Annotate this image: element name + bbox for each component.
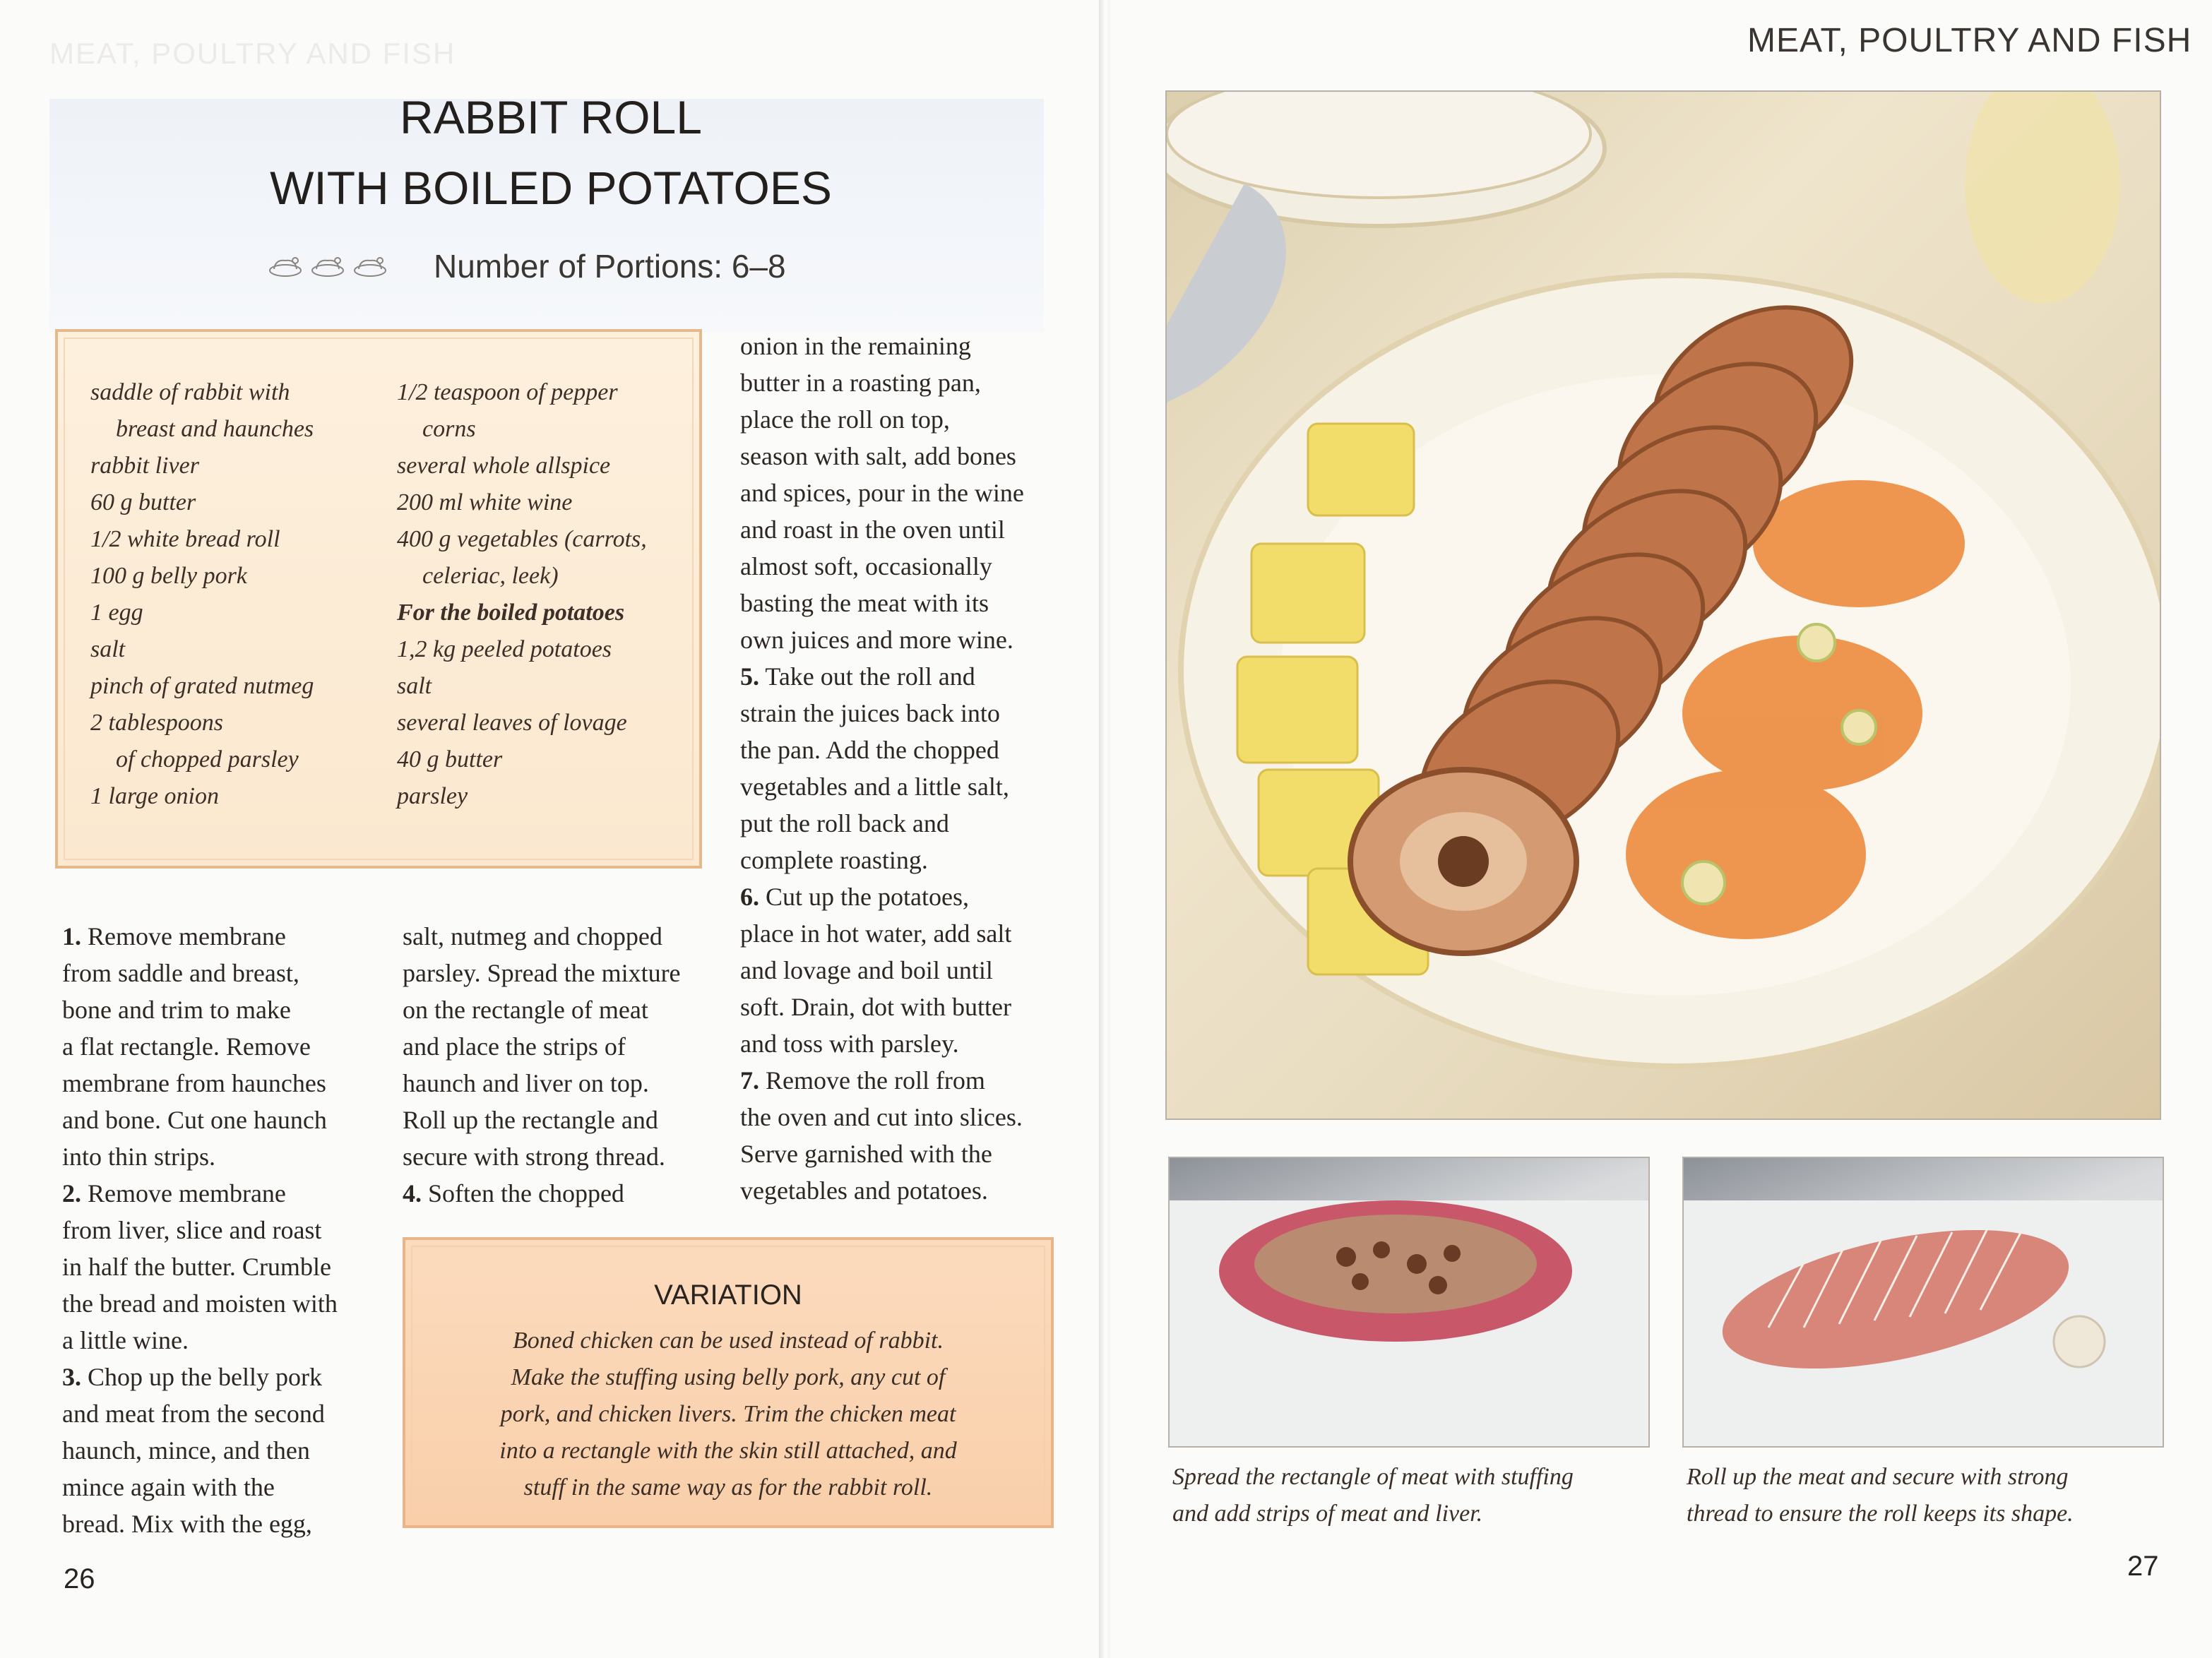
ingredients-column-2 <box>397 374 694 815</box>
method-column-2 <box>403 918 713 1212</box>
method-line: Serve garnished with the <box>740 1140 992 1168</box>
method-line: 3. Chop up the belly pork <box>62 1363 322 1391</box>
variation-box <box>403 1237 1054 1528</box>
caption-line: Roll up the meat and secure with strong <box>1687 1464 2069 1490</box>
ingredients-column-1 <box>90 374 387 815</box>
method-line: mince again with the <box>62 1473 275 1501</box>
ingredient-line: corns <box>422 416 476 442</box>
ingredient-line: pinch of grated nutmeg <box>90 673 314 699</box>
method-line: and meat from the second <box>62 1400 325 1428</box>
ingredient-line: 400 g vegetables (carrots, <box>397 526 647 552</box>
method-line: almost soft, occasionally <box>740 552 992 580</box>
method-line: and spices, pour in the wine <box>740 479 1024 507</box>
method-line: place the roll on top, <box>740 405 950 434</box>
portions-text: Number of Portions: 6–8 <box>434 248 786 285</box>
ingredient-line: saddle of rabbit with <box>90 379 290 405</box>
method-line: 2. Remove membrane <box>62 1179 286 1207</box>
method-line: Roll up the rectangle and <box>403 1106 658 1134</box>
method-line: in half the butter. Crumble <box>62 1253 331 1281</box>
variation-line: into a rectangle with the skin still attached, and <box>499 1438 957 1464</box>
method-line: soft. Drain, dot with butter <box>740 993 1011 1021</box>
ingredient-line: 60 g butter <box>90 489 196 515</box>
tied-roll-illustration <box>1684 1158 2163 1446</box>
method-line: parsley. Spread the mixture <box>403 959 681 987</box>
method-line: butter in a roasting pan, <box>740 369 981 397</box>
method-line: own juices and more wine. <box>740 626 1013 654</box>
ingredient-line: 1 large onion <box>90 783 219 809</box>
method-line: 7. Remove the roll from <box>740 1066 985 1095</box>
variation-line: Boned chicken can be used instead of rabbit. <box>513 1328 944 1354</box>
ingredient-line: 1/2 white bread roll <box>90 526 280 552</box>
method-line: strain the juices back into <box>740 699 1000 727</box>
method-line: secure with strong thread. <box>403 1143 665 1171</box>
chef-hat-icon <box>267 255 304 278</box>
method-line: vegetables and potatoes. <box>740 1176 988 1205</box>
recipe-title-line1: RABBIT ROLL <box>400 91 702 143</box>
method-line: 1. Remove membrane <box>62 922 286 950</box>
variation-line: pork, and chicken livers. Trim the chicken meat <box>500 1401 956 1427</box>
left-page <box>0 0 1102 1658</box>
method-line: and roast in the oven until <box>740 515 1005 544</box>
method-line: into thin strips. <box>62 1143 216 1171</box>
method-line: and toss with parsley. <box>740 1030 959 1058</box>
method-line: the oven and cut into slices. <box>740 1103 1023 1131</box>
variation-line: stuff in the same way as for the rabbit roll. <box>523 1474 933 1501</box>
page-number-left: 26 <box>64 1563 95 1594</box>
method-line: haunch, mince, and then <box>62 1436 310 1465</box>
method-line: place in hot water, add salt <box>740 919 1012 948</box>
portions-row <box>267 247 786 285</box>
ingredient-line: several leaves of lovage <box>397 710 627 736</box>
ingredient-line: parsley <box>397 783 468 809</box>
method-line: vegetables and a little salt, <box>740 773 1009 801</box>
recipe-title-line2: WITH BOILED POTATOES <box>270 162 832 214</box>
method-line: complete roasting. <box>740 846 928 874</box>
ingredient-line: 100 g belly pork <box>90 563 247 589</box>
method-line: and bone. Cut one haunch <box>62 1106 327 1134</box>
rabbit-roll-photo <box>1165 90 2161 1120</box>
method-line: 4. Soften the chopped <box>403 1179 624 1207</box>
method-line: bread. Mix with the egg, <box>62 1510 312 1538</box>
ingredient-line: 1 egg <box>90 600 143 626</box>
method-line: the bread and moisten with <box>62 1289 338 1318</box>
ingredient-line: 40 g butter <box>397 746 503 773</box>
ghost-header: MEAT, POULTRY AND FISH <box>49 37 456 70</box>
method-line: salt, nutmeg and chopped <box>403 922 662 950</box>
stuffing-illustration <box>1170 1158 1648 1446</box>
caption-rolling <box>1687 1459 2167 1532</box>
caption-stuffing <box>1172 1459 1653 1532</box>
caption-line: Spread the rectangle of meat with stuffing <box>1172 1464 1574 1490</box>
ingredient-line: 1/2 teaspoon of pepper <box>397 379 618 405</box>
method-line: bone and trim to make <box>62 996 291 1024</box>
chef-hat-icon <box>352 255 388 278</box>
method-line: membrane from haunches <box>62 1069 326 1097</box>
caption-line: thread to ensure the roll keeps its shape. <box>1687 1501 2074 1527</box>
page-number-right: 27 <box>2127 1551 2159 1582</box>
ingredient-line: several whole allspice <box>397 453 611 479</box>
method-line: onion in the remaining <box>740 332 971 360</box>
method-line: 5. Take out the roll and <box>740 662 975 691</box>
ingredient-line: salt <box>397 673 432 699</box>
method-column-1 <box>62 918 373 1542</box>
chef-hat-icon <box>309 255 346 278</box>
method-line: 6. Cut up the potatoes, <box>740 883 969 911</box>
ingredient-line: salt <box>90 636 126 662</box>
section-header: MEAT, POULTRY AND FISH <box>1747 22 2192 59</box>
method-line: and lovage and boil until <box>740 956 993 984</box>
difficulty-rating <box>267 255 388 278</box>
ingredient-line: 200 ml white wine <box>397 489 573 515</box>
ingredient-line: celeriac, leek) <box>422 563 559 589</box>
ingredient-line: rabbit liver <box>90 453 199 479</box>
method-line: haunch and liver on top. <box>403 1069 649 1097</box>
stuffing-step-photo <box>1168 1157 1650 1448</box>
ingredient-line: 2 tablespoons <box>90 710 223 736</box>
method-line: from liver, slice and roast <box>62 1216 322 1244</box>
method-line: basting the meat with its <box>740 589 989 617</box>
rolling-step-photo <box>1682 1157 2164 1448</box>
variation-title: VARIATION <box>654 1280 802 1311</box>
plated-rabbit-roll-illustration <box>1167 92 2160 1119</box>
method-line: from saddle and breast, <box>62 959 299 987</box>
caption-line: and add strips of meat and liver. <box>1172 1501 1483 1527</box>
method-line: and place the strips of <box>403 1032 626 1061</box>
method-line: season with salt, add bones <box>740 442 1016 470</box>
ingredient-line: 1,2 kg peeled potatoes <box>397 636 612 662</box>
ingredient-subheading: For the boiled potatoes <box>397 600 625 626</box>
ingredient-line: of chopped parsley <box>116 746 299 773</box>
method-line: on the rectangle of meat <box>403 996 648 1024</box>
method-line: put the roll back and <box>740 809 949 837</box>
method-line: a little wine. <box>62 1326 189 1354</box>
method-line: a flat rectangle. Remove <box>62 1032 311 1061</box>
method-column-3 <box>740 328 1065 1209</box>
ingredients-box <box>55 329 702 869</box>
variation-text <box>448 1323 1009 1506</box>
ingredient-line: breast and haunches <box>116 416 314 442</box>
variation-line: Make the stuffing using belly pork, any cut of <box>511 1364 946 1390</box>
method-line: the pan. Add the chopped <box>740 736 999 764</box>
